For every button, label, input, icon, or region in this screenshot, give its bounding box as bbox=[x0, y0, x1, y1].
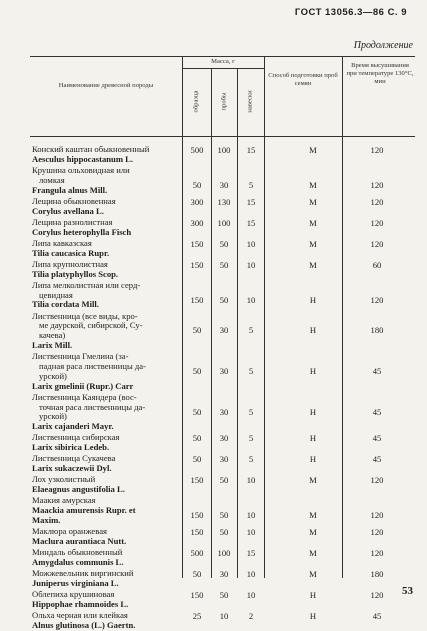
rule-top bbox=[30, 56, 415, 57]
species-name bbox=[32, 475, 182, 495]
russian-name: точная раса лиственницы да- bbox=[39, 401, 146, 412]
prep-method: Н bbox=[309, 294, 317, 305]
prep-method: Н bbox=[309, 433, 317, 444]
mass-sample: 50 bbox=[192, 179, 202, 190]
latin-name: Larix Mill. bbox=[32, 339, 73, 350]
mass-sample: 50 bbox=[192, 406, 202, 417]
mass-sample: 50 bbox=[192, 454, 202, 465]
species-name bbox=[32, 590, 182, 610]
mass-sample: 50 bbox=[192, 365, 202, 376]
latin-name: Corylus heterophylla Fisch bbox=[32, 226, 132, 237]
prep-method: Н bbox=[309, 406, 317, 417]
mass-sample: 50 bbox=[192, 325, 202, 336]
drying-time: 120 bbox=[370, 294, 384, 305]
drying-time: 120 bbox=[370, 590, 384, 601]
mass-sample: 300 bbox=[190, 217, 204, 228]
latin-name: Hippophae rhamnoides L. bbox=[32, 598, 129, 609]
prep-method: М bbox=[309, 527, 317, 538]
prep-method: М bbox=[309, 217, 317, 228]
page-number: 53 bbox=[402, 585, 413, 597]
col-header-method: Способ подготовки проб семян bbox=[268, 72, 338, 87]
prep-method: М bbox=[309, 196, 317, 207]
russian-name: ме даурской, сибирской, Су- bbox=[39, 320, 143, 331]
rule-col-4 bbox=[264, 56, 265, 578]
mass-portion: 5 bbox=[248, 179, 254, 190]
mass-portion: 10 bbox=[246, 590, 256, 601]
drying-time: 180 bbox=[370, 325, 384, 336]
mass-probe: 30 bbox=[219, 325, 229, 336]
mass-portion: 10 bbox=[246, 238, 256, 249]
prep-method: М bbox=[309, 569, 317, 580]
mass-portion: 10 bbox=[246, 294, 256, 305]
col-header-time: Время высушивания при температуре 130°С, мин bbox=[346, 62, 414, 85]
russian-name: падная раса лиственницы да- bbox=[39, 360, 146, 371]
col-header-sample: образца bbox=[192, 90, 200, 113]
species-name bbox=[32, 569, 182, 589]
page-header: ГОСТ 13056.3—86 С. 9 bbox=[294, 7, 407, 18]
mass-portion: 15 bbox=[246, 145, 256, 155]
mass-sample: 500 bbox=[190, 145, 204, 155]
mass-sample: 150 bbox=[190, 475, 204, 486]
drying-time: 120 bbox=[370, 179, 384, 190]
col-header-portion: навески bbox=[246, 90, 254, 113]
latin-name: Tilia platyphyllos Scop. bbox=[32, 268, 119, 279]
prep-method: Н bbox=[309, 590, 317, 601]
species-name bbox=[32, 496, 182, 525]
mass-portion: 10 bbox=[246, 527, 256, 538]
species-name bbox=[32, 312, 182, 351]
drying-time: 45 bbox=[372, 454, 382, 465]
species-name bbox=[32, 166, 182, 195]
mass-sample: 150 bbox=[190, 259, 204, 270]
drying-time: 45 bbox=[372, 611, 382, 622]
col-header-mass: Масса, г bbox=[211, 58, 235, 65]
latin-name: Corylus avellana L. bbox=[32, 205, 104, 216]
mass-probe: 50 bbox=[219, 259, 229, 270]
latin-name: Larix gmelinii (Rupr.) Carr bbox=[32, 380, 134, 391]
drying-time: 45 bbox=[372, 365, 382, 376]
mass-portion: 5 bbox=[248, 433, 254, 444]
mass-portion: 10 bbox=[246, 259, 256, 270]
drying-time: 120 bbox=[370, 145, 384, 155]
russian-name: урской) bbox=[39, 370, 67, 381]
latin-name: Alnus glutinosa (L.) Gaertn. bbox=[32, 619, 136, 630]
prep-method: М bbox=[309, 145, 317, 155]
mass-probe: 30 bbox=[219, 433, 229, 444]
mass-sample: 50 bbox=[192, 433, 202, 444]
drying-time: 60 bbox=[372, 259, 382, 270]
russian-name: Лиственница Каяндера (вос- bbox=[32, 391, 137, 402]
prep-method: М bbox=[309, 259, 317, 270]
species-name bbox=[32, 433, 182, 453]
rule-col-3 bbox=[237, 68, 238, 578]
latin-name: Tilia cordata Mill. bbox=[32, 299, 99, 310]
mass-sample: 150 bbox=[190, 294, 204, 305]
prep-method: Н bbox=[309, 454, 317, 465]
russian-name: цевидная bbox=[39, 289, 73, 300]
latin-name: Frangula alnus Mill. bbox=[32, 184, 108, 195]
russian-name: Лещина разнолистная bbox=[32, 216, 113, 227]
mass-sample: 150 bbox=[190, 510, 204, 521]
species-name bbox=[32, 145, 182, 165]
prep-method: М bbox=[309, 548, 317, 559]
russian-name: урской) bbox=[39, 411, 67, 422]
latin-name: Amygdalus communis L. bbox=[32, 556, 124, 567]
prep-method: М bbox=[309, 475, 317, 486]
drying-time: 120 bbox=[370, 475, 384, 486]
drying-time: 120 bbox=[370, 548, 384, 559]
mass-probe: 50 bbox=[219, 475, 229, 486]
drying-time: 120 bbox=[370, 217, 384, 228]
russian-name: Крушина ольховидная или bbox=[32, 165, 130, 175]
prep-method: М bbox=[309, 238, 317, 249]
col-header-name: Наименование древесной породы bbox=[58, 82, 154, 89]
prep-method: Н bbox=[309, 325, 317, 336]
species-name bbox=[32, 197, 182, 217]
mass-portion: 10 bbox=[246, 475, 256, 486]
drying-time: 120 bbox=[370, 238, 384, 249]
mass-portion: 10 bbox=[246, 569, 256, 580]
mass-portion: 5 bbox=[248, 406, 254, 417]
russian-name: Конский каштан обыкновенный bbox=[32, 144, 150, 154]
russian-name: Облепиха крушиновая bbox=[32, 589, 115, 600]
mass-sample: 25 bbox=[192, 611, 202, 622]
drying-time: 120 bbox=[370, 510, 384, 521]
latin-name: Elaeagnus angustifolia L. bbox=[32, 484, 125, 495]
drying-time: 120 bbox=[370, 527, 384, 538]
russian-name: Лох узколистный bbox=[32, 474, 96, 485]
latin-name: Larix cajanderi Mayr. bbox=[32, 421, 114, 432]
rule-col-1 bbox=[182, 56, 183, 578]
species-name bbox=[32, 281, 182, 310]
russian-name: Лиственница Гмелина (за- bbox=[32, 351, 129, 362]
drying-time: 45 bbox=[372, 406, 382, 417]
russian-name: Лиственница сибирская bbox=[32, 432, 120, 443]
species-name bbox=[32, 218, 182, 238]
mass-probe: 30 bbox=[219, 406, 229, 417]
mass-portion: 5 bbox=[248, 365, 254, 376]
rule-mass-under bbox=[182, 68, 264, 69]
russian-name: Лещина обыкновенная bbox=[32, 195, 116, 206]
mass-probe: 100 bbox=[217, 548, 231, 559]
mass-portion: 15 bbox=[246, 548, 256, 559]
mass-sample: 500 bbox=[190, 548, 204, 559]
species-name bbox=[32, 260, 182, 280]
mass-probe: 30 bbox=[219, 365, 229, 376]
mass-portion: 5 bbox=[248, 454, 254, 465]
mass-probe: 100 bbox=[217, 145, 231, 155]
russian-name: Липа кавказская bbox=[32, 237, 92, 248]
mass-probe: 50 bbox=[219, 238, 229, 249]
species-name bbox=[32, 611, 182, 631]
mass-portion: 10 bbox=[246, 510, 256, 521]
mass-probe: 50 bbox=[219, 510, 229, 521]
mass-portion: 5 bbox=[248, 325, 254, 336]
drying-time: 120 bbox=[370, 196, 384, 207]
latin-name: Tilia caucasica Rupr. bbox=[32, 247, 110, 258]
latin-name: Maclura aurantiaca Nutt. bbox=[32, 535, 127, 546]
species-name bbox=[32, 352, 182, 391]
latin-name: Larix sukaczewii Dyl. bbox=[32, 463, 112, 474]
mass-probe: 30 bbox=[219, 454, 229, 465]
rule-header-bottom bbox=[30, 136, 415, 137]
species-name bbox=[32, 393, 182, 432]
russian-name: Липа крупнолистная bbox=[32, 258, 108, 269]
mass-probe: 50 bbox=[219, 527, 229, 538]
mass-probe: 130 bbox=[217, 196, 231, 207]
russian-name: Липа мелколистная или серд- bbox=[32, 279, 141, 290]
mass-portion: 15 bbox=[246, 217, 256, 228]
russian-name: Можжевельник виргинский bbox=[32, 568, 134, 579]
mass-probe: 50 bbox=[219, 294, 229, 305]
mass-sample: 300 bbox=[190, 196, 204, 207]
mass-sample: 150 bbox=[190, 527, 204, 538]
russian-name: Лиственница Сукачева bbox=[32, 453, 116, 464]
russian-name: Миндаль обыкновенный bbox=[32, 547, 123, 558]
mass-probe: 50 bbox=[219, 590, 229, 601]
species-name bbox=[32, 239, 182, 259]
mass-probe: 30 bbox=[219, 569, 229, 580]
rule-col-5 bbox=[342, 56, 343, 578]
mass-probe: 100 bbox=[217, 217, 231, 228]
prep-method: М bbox=[309, 179, 317, 190]
species-name bbox=[32, 454, 182, 474]
latin-name: Juniperus virginiana L. bbox=[32, 577, 119, 588]
russian-name: Маакия амурская bbox=[32, 495, 96, 506]
russian-name: Лиственница (все виды, кро- bbox=[32, 310, 138, 321]
drying-time: 180 bbox=[370, 569, 384, 580]
mass-portion: 15 bbox=[246, 196, 256, 207]
latin-name: Larix sibirica Ledeb. bbox=[32, 442, 110, 453]
col-header-probe: пробы bbox=[220, 92, 228, 111]
russian-name: ломкая bbox=[39, 174, 65, 185]
russian-name: Маклюра оранжевая bbox=[32, 526, 107, 537]
drying-time: 45 bbox=[372, 433, 382, 444]
prep-method: Н bbox=[309, 365, 317, 376]
mass-probe: 30 bbox=[219, 179, 229, 190]
mass-sample: 50 bbox=[192, 569, 202, 580]
continuation-label: Продолжение bbox=[353, 40, 413, 51]
russian-name: качева) bbox=[39, 330, 66, 341]
latin-name: Maxim. bbox=[32, 514, 61, 525]
latin-name: Maackia amurensis Rupr. et bbox=[32, 505, 136, 516]
latin-name: Aesculus hippocastanum L. bbox=[32, 153, 134, 164]
species-name bbox=[32, 548, 182, 568]
prep-method: М bbox=[309, 510, 317, 521]
mass-probe: 10 bbox=[219, 611, 229, 622]
mass-sample: 150 bbox=[190, 238, 204, 249]
prep-method: Н bbox=[309, 611, 317, 622]
mass-sample: 150 bbox=[190, 590, 204, 601]
russian-name: Ольха черная или клейкая bbox=[32, 610, 128, 621]
mass-portion: 2 bbox=[248, 611, 254, 622]
species-name bbox=[32, 527, 182, 547]
